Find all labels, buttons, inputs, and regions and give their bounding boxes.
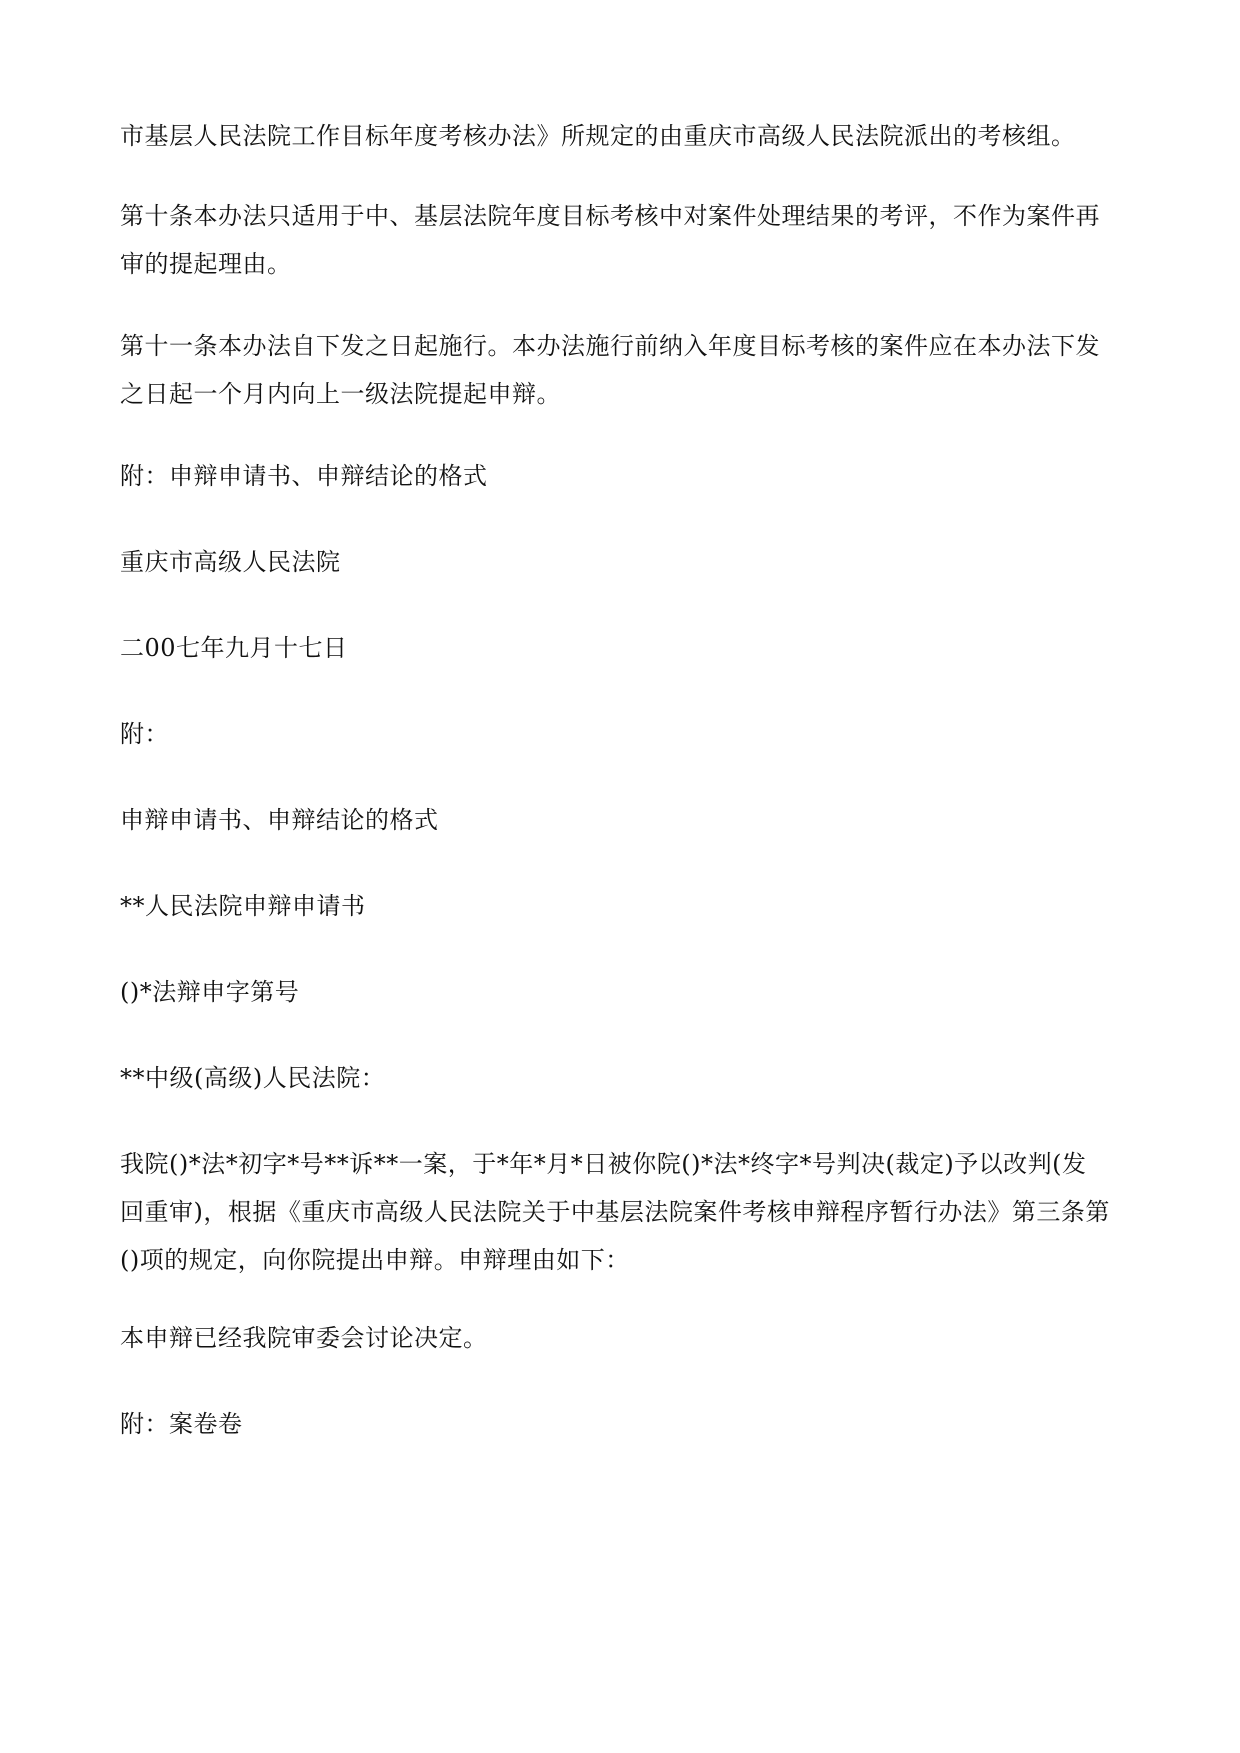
text-line: ()*法辩申字第号 <box>120 978 300 1006</box>
paragraph-article-10 <box>120 192 1120 288</box>
form-addressee <box>120 1054 1120 1102</box>
text-line: 附：案卷卷 <box>120 1410 243 1438</box>
paragraph-article-11 <box>120 322 1120 418</box>
form-decision-note <box>120 1314 1120 1362</box>
form-body <box>120 1140 1120 1284</box>
form-title <box>120 882 1120 930</box>
text-line: 市基层人民法院工作目标年度考核办法》所规定的由重庆市高级人民法院派出的考核组。 <box>120 122 1076 150</box>
text-line: 附： <box>120 720 169 748</box>
text-line: 申辩申请书、申辩结论的格式 <box>120 806 439 834</box>
appendix-title <box>120 796 1120 844</box>
text-line: 附：申辩申请书、申辩结论的格式 <box>120 462 488 490</box>
text-line: 我院()*法*初字*号**诉**一案，于*年*月*日被你院()*法*终字*号判决(裁定)予以改判(发 <box>120 1150 1087 1178</box>
form-number <box>120 968 1120 1016</box>
paragraph-exam-group <box>120 112 1120 160</box>
text-line: 回重审)，根据《重庆市高级人民法院关于中基层法院案件考核申辩程序暂行办法》第三条第 <box>120 1198 1110 1226</box>
text-line: 重庆市高级人民法院 <box>120 548 341 576</box>
text-line: **中级(高级)人民法院： <box>120 1064 386 1092</box>
text-line: 审的提起理由。 <box>120 250 292 278</box>
form-attachment <box>120 1400 1120 1448</box>
text-line: 之日起一个月内向上一级法院提起申辩。 <box>120 380 561 408</box>
appendix-heading <box>120 710 1120 758</box>
issuer-name <box>120 538 1120 586</box>
text-line: 本申辩已经我院审委会讨论决定。 <box>120 1324 488 1352</box>
text-line: 第十一条本办法自下发之日起施行。本办法施行前纳入年度目标考核的案件应在本办法下发 <box>120 332 1100 360</box>
text-line: **人民法院申辩申请书 <box>120 892 366 920</box>
text-line: ()项的规定，向你院提出申辩。申辩理由如下： <box>120 1246 630 1274</box>
text-line: 二00七年九月十七日 <box>120 634 348 662</box>
text-line: 第十条本办法只适用于中、基层法院年度目标考核中对案件处理结果的考评，不作为案件再 <box>120 202 1100 230</box>
paragraph-attachment-note <box>120 452 1120 500</box>
issue-date <box>120 624 1120 672</box>
